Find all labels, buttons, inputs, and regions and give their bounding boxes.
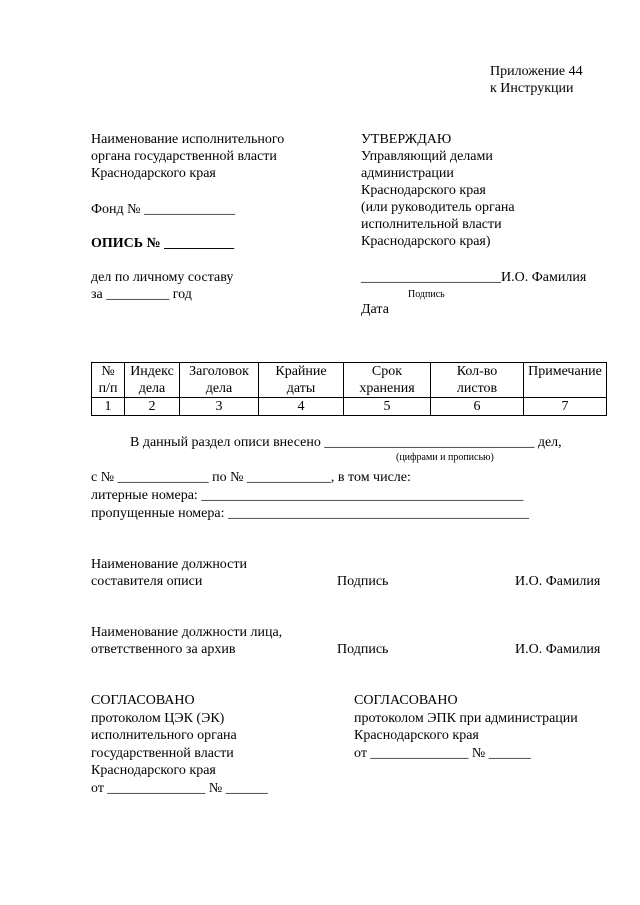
archivist-position-line1: Наименование должности лица, xyxy=(91,625,283,640)
number-cell: 3 xyxy=(180,398,259,416)
header-cell: Срок хранения xyxy=(344,363,431,398)
number-cell: 6 xyxy=(431,398,524,416)
archivist-signature: Подпись xyxy=(337,642,389,657)
approve-title: УТВЕРЖДАЮ xyxy=(361,132,452,147)
approve-line6: Краснодарского края) xyxy=(361,234,491,249)
header-cell: Заголовок дела xyxy=(180,363,259,398)
inventory-table xyxy=(91,362,607,416)
agreed-right-line3: от ______________ № ______ xyxy=(354,746,531,761)
approve-date: Дата xyxy=(361,302,389,317)
org-name-line3: Краснодарского края xyxy=(91,166,216,181)
summary-missing-numbers: пропущенные номера: ___________________________________________ xyxy=(91,506,529,521)
approve-line4: (или руководитель органа xyxy=(361,200,515,215)
compiler-position-line1: Наименование должности xyxy=(91,557,247,572)
agreed-left-line5: от ______________ № ______ xyxy=(91,781,268,796)
table-number-row xyxy=(92,398,607,416)
agreed-right-line2: Краснодарского края xyxy=(354,728,479,743)
cases-year: за _________ год xyxy=(91,287,192,302)
header-cell: Индекс дела xyxy=(125,363,180,398)
header-cell: Примечание xyxy=(524,363,607,398)
agreed-left-line3: государственной власти xyxy=(91,746,234,761)
agreed-right-line1: протоколом ЭПК при администрации xyxy=(354,711,578,726)
compiler-position-line2: составителя описи xyxy=(91,574,203,589)
number-cell: 4 xyxy=(259,398,344,416)
agreed-left-title: СОГЛАСОВАНО xyxy=(91,693,195,708)
compiler-name: И.О. Фамилия xyxy=(515,574,601,589)
number-cell: 7 xyxy=(524,398,607,416)
archivist-name: И.О. Фамилия xyxy=(515,642,601,657)
fond-number: Фонд № _____________ xyxy=(91,202,236,217)
appendix-reference: к Инструкции xyxy=(490,81,574,96)
summary-line2: с № _____________ по № ____________, в том числе: xyxy=(91,470,411,485)
cases-personnel: дел по личному составу xyxy=(91,270,234,285)
agreed-left-line2: исполнительного органа xyxy=(91,728,237,743)
compiler-signature: Подпись xyxy=(337,574,389,589)
agreed-left-line1: протоколом ЦЭК (ЭК) xyxy=(91,711,225,726)
summary-line1: В данный раздел описи внесено ______________________________ дел, xyxy=(130,435,562,450)
agreed-right-title: СОГЛАСОВАНО xyxy=(354,693,458,708)
number-cell: 2 xyxy=(125,398,180,416)
approve-line2: администрации xyxy=(361,166,454,181)
approve-signature-caption: Подпись xyxy=(408,289,445,300)
approve-line3: Краснодарского края xyxy=(361,183,486,198)
header-cell: Кол-во листов xyxy=(431,363,524,398)
archivist-position-line2: ответственного за архив xyxy=(91,642,236,657)
approve-line5: исполнительной власти xyxy=(361,217,502,232)
table-header-row xyxy=(92,363,607,398)
summary-caption: (цифрами и прописью) xyxy=(396,452,494,463)
header-cell: № п/п xyxy=(92,363,125,398)
org-name-line2: органа государственной власти xyxy=(91,149,277,164)
approve-signature-line: ____________________И.О. Фамилия xyxy=(361,270,587,285)
inventory-number: ОПИСЬ № __________ xyxy=(91,236,235,251)
appendix-number: Приложение 44 xyxy=(490,64,583,79)
number-cell: 5 xyxy=(344,398,431,416)
number-cell: 1 xyxy=(92,398,125,416)
summary-lettered-numbers: литерные номера: ______________________________________________ xyxy=(91,488,524,503)
approve-line1: Управляющий делами xyxy=(361,149,493,164)
agreed-left-line4: Краснодарского края xyxy=(91,763,216,778)
header-cell: Крайние даты xyxy=(259,363,344,398)
org-name-line1: Наименование исполнительного xyxy=(91,132,285,147)
